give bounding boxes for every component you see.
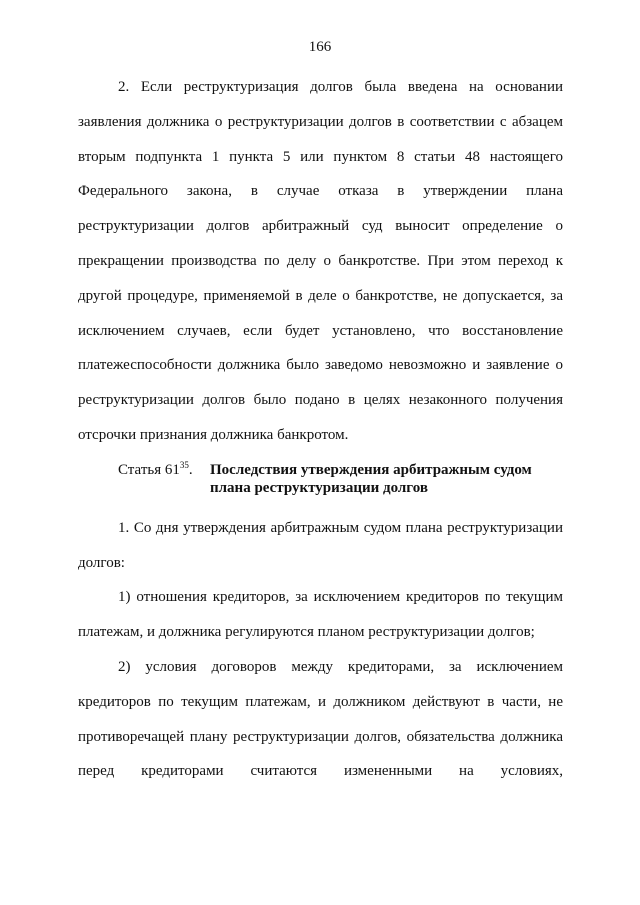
article-title-line-1: Последствия утверждения арбитражным судом (210, 461, 532, 478)
document-body (78, 70, 563, 789)
article-heading (78, 461, 563, 497)
paragraph-2: 2. Если реструктуризация долгов была введена на основании заявления должника о реструктуризации долгов в соответствии с абзацем вторым подпункта 1 пункта 5 или пунктом 8 статьи 48 настоящего Федерального закона, в случае отказа в утверждении плана реструктуризации долгов арбитражный суд выносит определение о прекращении производства по делу о банкротстве. При этом переход к другой процедуре, применяемой в деле о банкротстве, не допускается, за исключением случаев, если будет установлено, что восстановление платежеспособности должника было заведомо невозможно и заявление о реструктуризации долгов было подано в целях незаконного получения отсрочки признания должника банкротом. (78, 79, 563, 443)
article-title (210, 461, 563, 497)
paragraph-article-1: 1. Со дня утверждения арбитражным судом плана реструктуризации долгов: (78, 519, 563, 571)
article-label-text: Статья 61 (118, 461, 180, 478)
paragraph-item-1: 1) отношения кредиторов, за исключением кредиторов по текущим платежам, и должника регулируются планом реструктуризации долгов; (78, 589, 563, 641)
article-label-superscript: 35 (179, 459, 189, 470)
paragraph-item-2: 2) условия договоров между кредиторами, за исключением кредиторов по текущим платежам, и должником действуют в части, не противоречащей плану реструктуризации долгов, обязательства должника перед кредиторами считаются измененными на условиях, (78, 658, 563, 780)
article-number (118, 461, 210, 479)
article-label-suffix: . (188, 461, 193, 478)
page-number: 166 (308, 39, 332, 55)
article-title-line-2: плана реструктуризации долгов (210, 479, 428, 496)
